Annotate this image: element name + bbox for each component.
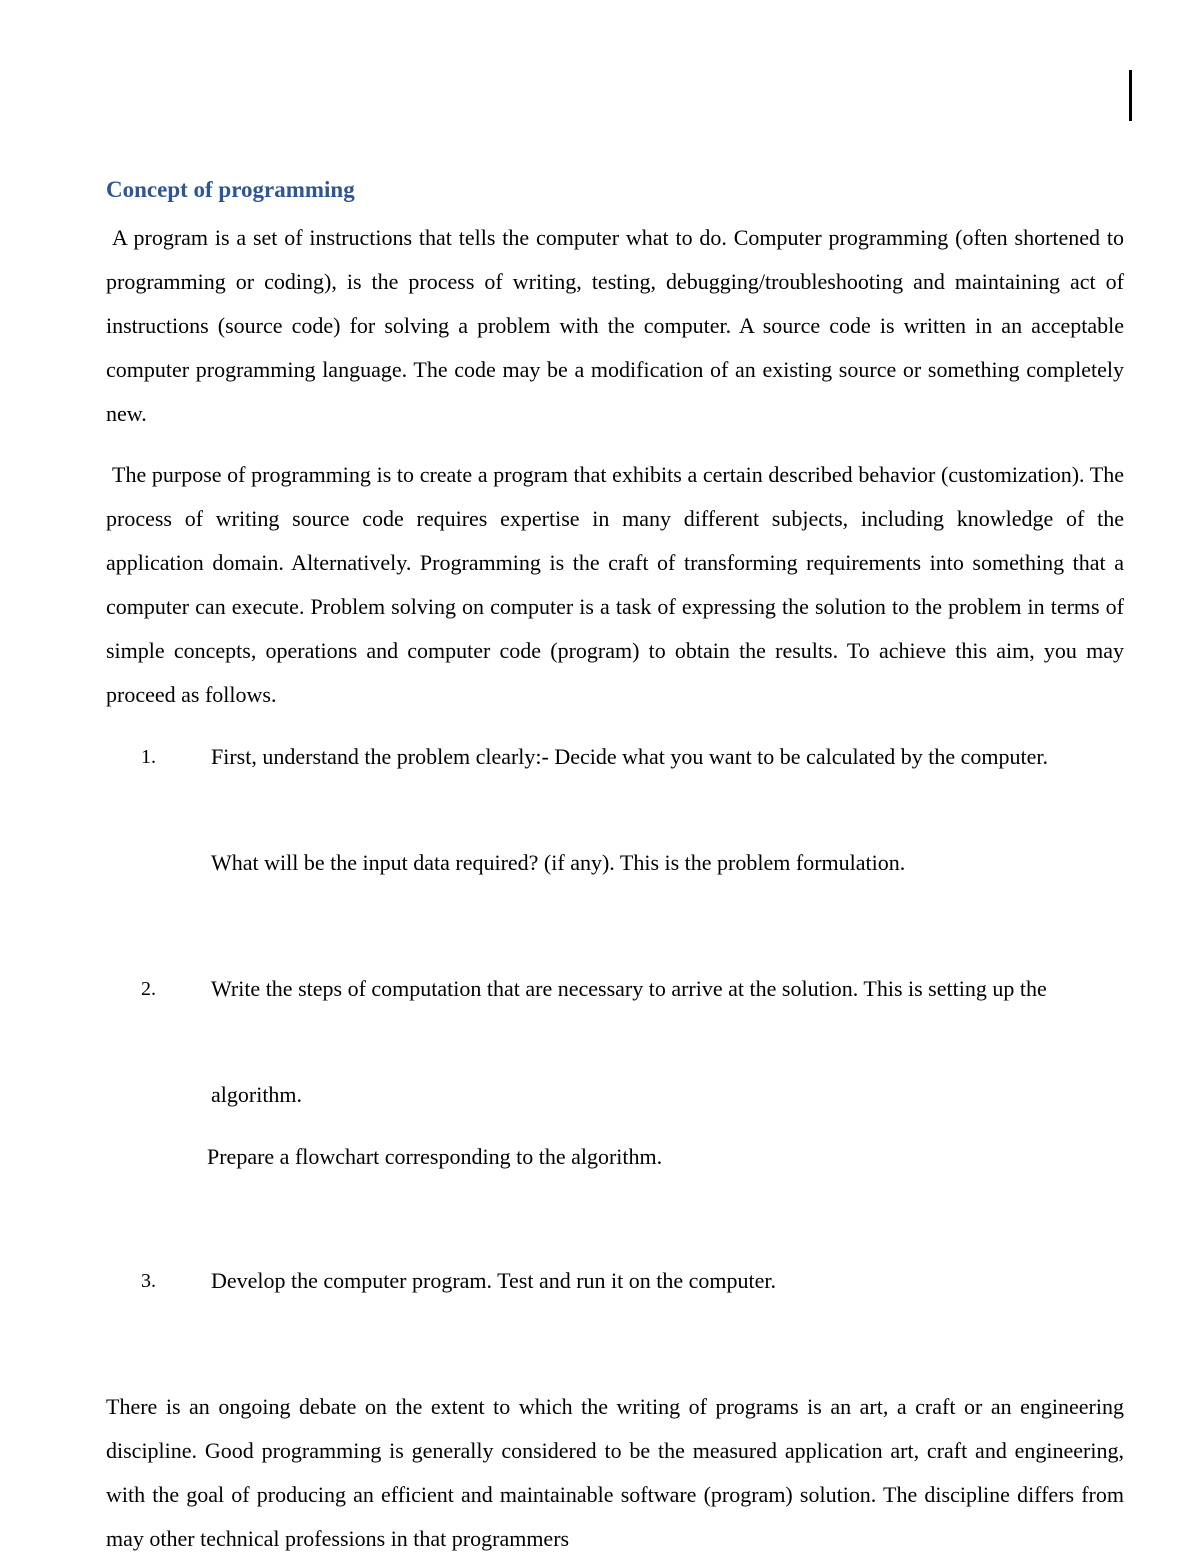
list-item-2-text: Write the steps of computation that are necessary to arrive at the solution. This is setting up the (211, 976, 1047, 1001)
list-number-3: 3. (141, 1270, 156, 1292)
list-item-1-text: First, understand the problem clearly:- Decide what you want to be calculated by the computer. (211, 744, 1048, 769)
list-item-2-followup-2: Prepare a flowchart corresponding to the algorithm. (207, 1144, 663, 1169)
text-cursor (1129, 70, 1132, 121)
paragraph-1: A program is a set of instructions that tells the computer what to do. Computer programming (often shortened to programming or coding), is the process of writing, testing, debugging/troubleshooting and maintaining act of instructions (source code) for solving a problem with the computer. A source code is written in an acceptable computer programming language. The code may be a modification of an existing source or something completely new. (106, 225, 1124, 426)
list-item-3-text: Develop the computer program. Test and run it on the computer. (211, 1268, 777, 1293)
paragraph-3: There is an ongoing debate on the extent to which the writing of programs is an art, a craft or an engineering discipline. Good programming is generally considered to be the measured application art, craft and engineering, with the goal of producing an efficient and maintainable software (program) solution. The discipline differs from may other technical professions in that programmers (106, 1394, 1124, 1551)
list-number-2: 2. (141, 978, 156, 1000)
list-number-1: 1. (141, 746, 156, 768)
page-title: Concept of programming (106, 177, 355, 202)
list-item-1-followup: What will be the input data required? (if any). This is the problem formulation. (211, 850, 906, 875)
list-item-2-followup: algorithm. (211, 1082, 303, 1107)
paragraph-2: The purpose of programming is to create a program that exhibits a certain described behavior (customization). The process of writing source code requires expertise in many different subjects, including knowledge of the application domain. Alternatively. Programming is the craft of transforming requirements into something that a computer can execute. Problem solving on computer is a task of expressing the solution to the problem in terms of simple concepts, operations and computer code (program) to obtain the results. To achieve this aim, you may proceed as follows. (106, 462, 1124, 707)
